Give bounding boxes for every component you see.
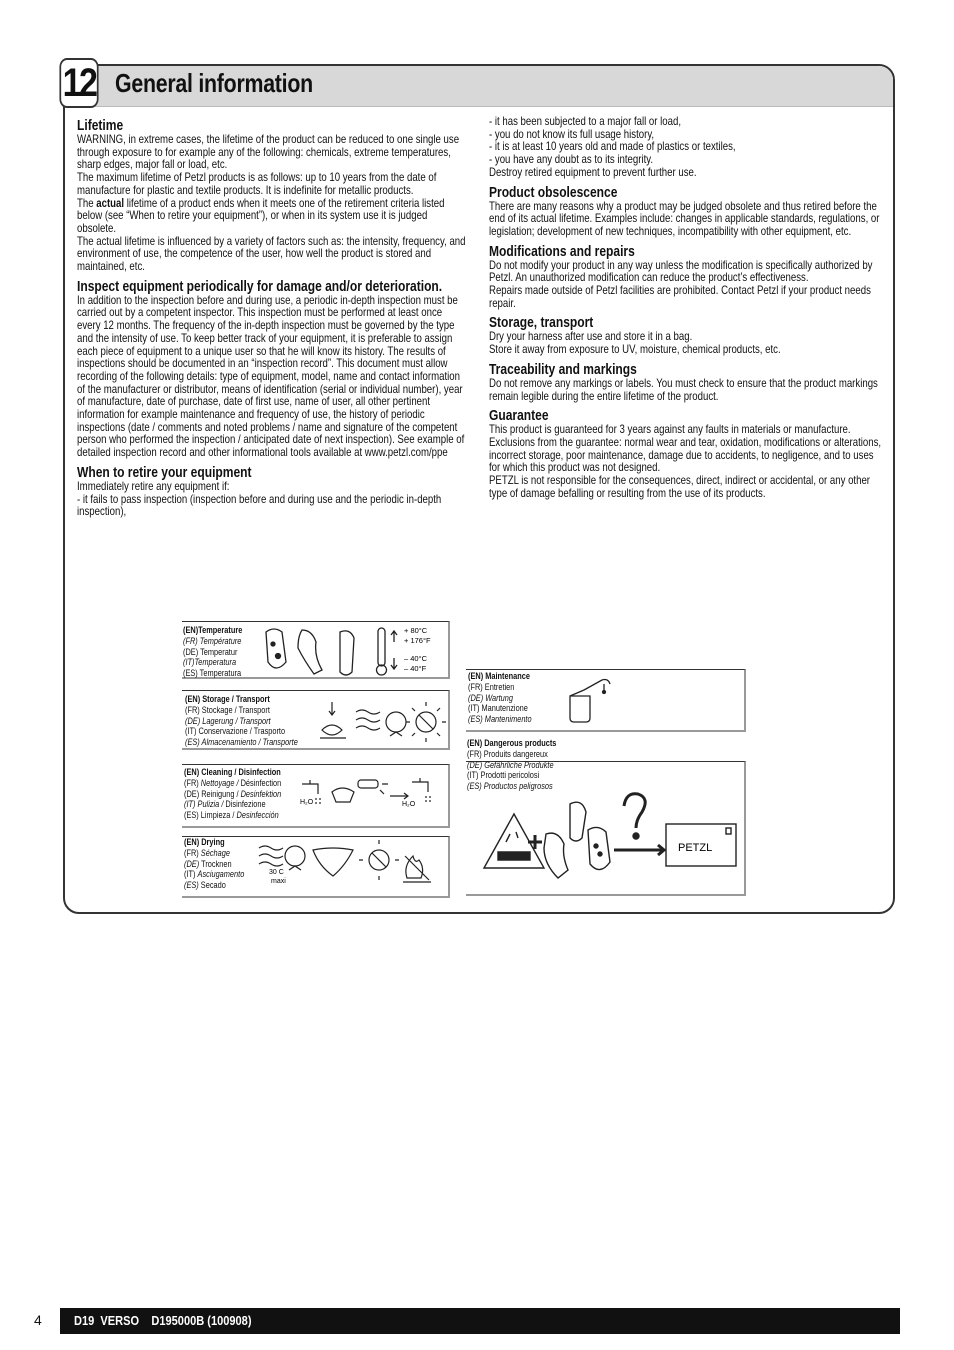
carabiner-icon <box>340 631 354 675</box>
modifications-heading: Modifications and repairs <box>489 243 635 260</box>
traceability-text: Do not remove any markings or labels. You must check to ensure that the product markings remain legible during the entire lifetime of the product. <box>489 376 878 403</box>
no-fire-icon <box>403 856 431 882</box>
descender-icon <box>588 827 610 869</box>
hot-celsius: + 80°C <box>404 626 428 635</box>
inspect-heading: Inspect equipment periodically for damage and/or deterioration. <box>77 278 443 295</box>
drying-temp-maxi: maxi <box>271 878 286 885</box>
fan-icon <box>386 712 406 732</box>
dangerous-products-icons <box>480 790 742 890</box>
hot-fahrenheit: + 176°F <box>404 636 431 645</box>
fan-icon <box>285 846 305 866</box>
retire-item: - it has been subjected to a major fall or load, <box>489 115 682 128</box>
drying-labels: (EN) Drying (FR) Séchage (DE) Trocknen (IT) Asciugamento (ES) Secado <box>184 837 245 891</box>
stacked-equipment-icon <box>320 725 346 738</box>
descender-icon <box>266 629 286 668</box>
cold-fahrenheit: – 40°F <box>404 664 427 673</box>
guarantee-heading: Guarantee <box>489 408 549 425</box>
retire-intro: Immediately retire any equipment if: <box>77 479 230 493</box>
cleaning-labels: (EN) Cleaning / Disinfection (FR) Nettoyage / Désinfection (DE) Reinigung / Desinfektion (IT) Pulizia / Disinfezione (ES) Limpieza / Desinfección <box>184 767 282 821</box>
inspect-text: In addition to the inspection before and during use, a periodic in-depth inspection must be carried out by a competent inspector. This inspection must be performed at least once every 12 months. The frequency of the in-depth inspection must be governed by the type and the intensity of use. To keep better track of your equipment, it is preferable to assign each piece of equipment to a unique user so that he will know its history. The results of inspections should be documented in an “inspection record”. This document must allow recording of the following details: type of equipment, model, name and contact information of the manufacturer or distributor, means of identification (serial or individual number), year of manufacture, date of purchase, date of first use, name of user, all other pertinent information for example maintenance and frequency of use, the history of periodic inspections (date / comments and noted problems / name and signature of the competent person who performed the inspection / anticipated date of next inspection). See example of detailed inspection record and other informational tools available at www.petzl.com/ppe <box>77 293 465 460</box>
retire-heading: When to retire your equipment <box>77 464 252 481</box>
heat-waves-icon <box>356 710 380 730</box>
lifetime-actual: The actual lifetime of a product ends when it meets one of the retirement criteria listed below (see “When to retire your equipment”), or when in its system use it is judged obsolete. <box>77 196 445 235</box>
detergent-icon <box>358 780 378 788</box>
pressure-arrow-icon <box>329 702 335 715</box>
retire-item: - you do not know its full usage history, <box>489 127 655 141</box>
right-column <box>489 116 882 500</box>
retire-destroy: Destroy retired equipment to prevent further use. <box>489 165 697 179</box>
left-column <box>77 118 467 519</box>
maintenance-labels: (EN) Maintenance (FR) Entretien (DE) Wartung (IT) Manutenzione (ES) Mantenimento <box>468 671 532 725</box>
washing-icon <box>332 788 354 802</box>
thermometer-icon <box>378 628 385 666</box>
warm-air-icon <box>259 846 283 866</box>
rinse-tap-icon <box>412 778 428 792</box>
harness-icon <box>298 630 322 674</box>
temperature-labels: (EN)Temperature (FR) Température (DE) Temperatur (IT)Temperatura (ES) Temperatura <box>183 625 243 679</box>
carabiner-icon <box>570 802 586 841</box>
plus-icon <box>528 835 542 849</box>
retire-item: - it is at least 10 years old and made of plastics or textiles, <box>489 140 736 154</box>
section-number-badge: 12 <box>59 58 98 108</box>
arrow-icon <box>390 793 408 799</box>
h2o-label: H₂O <box>300 799 314 806</box>
hanging-harness-icon <box>313 848 353 876</box>
traceability-heading: Traceability and markings <box>489 361 637 378</box>
tap-icon <box>302 780 318 794</box>
document-reference: D19 VERSO D195000B (100908) <box>74 1313 252 1328</box>
lifetime-factors: The actual lifetime is influenced by a variety of factors such as: the intensity, frequency, and environment of use, the competence of the user, how well the product is stored and maintained, etc. <box>77 234 466 274</box>
drying-temp: 30 C <box>269 869 284 876</box>
obsolescence-text: There are many reasons why a product may be judged obsolete and thus retired before the end of its actual lifetime. Examples include: changes in applicable standards, regulations, or legislation; development of new techniques, incompatibility with other equipment, etc. <box>489 199 880 238</box>
storage-labels: (EN) Storage / Transport (FR) Stockage / Transport (DE) Lagerung / Transport (IT) Conservazione / Trasporto (ES) Almacenamiento / Transporte <box>185 694 298 748</box>
cleaning-icons <box>296 770 446 824</box>
lifetime-maximum: The maximum lifetime of Petzl products is as follows: up to 10 years from the date of manufacture for plastic and textile products. It is indefinite for metallic products. <box>77 171 437 197</box>
modifications-text: Do not modify your product in any way unless the modification is specifically authorized by Petzl. An unauthorized modification can reduce the product’s effectiveness. <box>489 258 873 285</box>
repairs-text: Repairs made outside of Petzl facilities are prohibited. Contact Petzl if your product needs repair. <box>489 284 871 310</box>
lifetime-heading: Lifetime <box>77 118 124 134</box>
h2o-label: H₂O <box>402 801 416 808</box>
responsibility-text: PETZL is not responsible for the consequences, direct, indirect or accidental, or any other type of damage befalling or resulting from the use of its products. <box>489 474 871 500</box>
question-mark-icon <box>624 794 645 828</box>
cold-celsius: – 40°C <box>404 654 428 663</box>
maintenance-icons <box>560 672 620 728</box>
retire-item: - it fails to pass inspection (inspection before and during use and the periodic in-depth inspection), <box>77 492 442 519</box>
storage-heading: Storage, transport <box>489 315 594 332</box>
obsolescence-heading: Product obsolescence <box>489 184 618 201</box>
temperature-icons <box>258 624 448 678</box>
page-number: 4 <box>34 1312 42 1328</box>
storage-icons <box>318 700 446 748</box>
drying-icons <box>255 838 447 894</box>
storage-text: Dry your harness after use and store it in a bag. <box>489 330 693 344</box>
dangerous-products-labels: (EN) Dangerous products (FR) Produits dangereux (DE) Gefährliche Produkte (IT) Prodotti pericolosi (ES) Productos peligrosos <box>467 738 557 792</box>
section-title: General information <box>115 68 313 98</box>
storage-text: Store it away from exposure to UV, moisture, chemical products, etc. <box>489 343 781 357</box>
guarantee-text: This product is guaranteed for 3 years against any faults in materials or manufacture. Exclusions from the guarantee: normal wear and tear, oxidation, modifications or alterations, incorrect storage, poor maintenance, damage due to accidents, to negligence, and to uses for which this product was not designed. <box>489 423 882 475</box>
arrow-icon <box>614 845 664 855</box>
harness-icon <box>544 833 568 878</box>
petzl-label: PETZL <box>678 842 713 854</box>
retire-item: - you have any doubt as to its integrity. <box>489 153 654 167</box>
lifetime-warning: WARNING, in extreme cases, the lifetime of the product can be reduced to one single use through exposure to for example any of the following: chemicals, extreme temperatures, sharp edges, major fall or load, etc. <box>77 133 460 172</box>
